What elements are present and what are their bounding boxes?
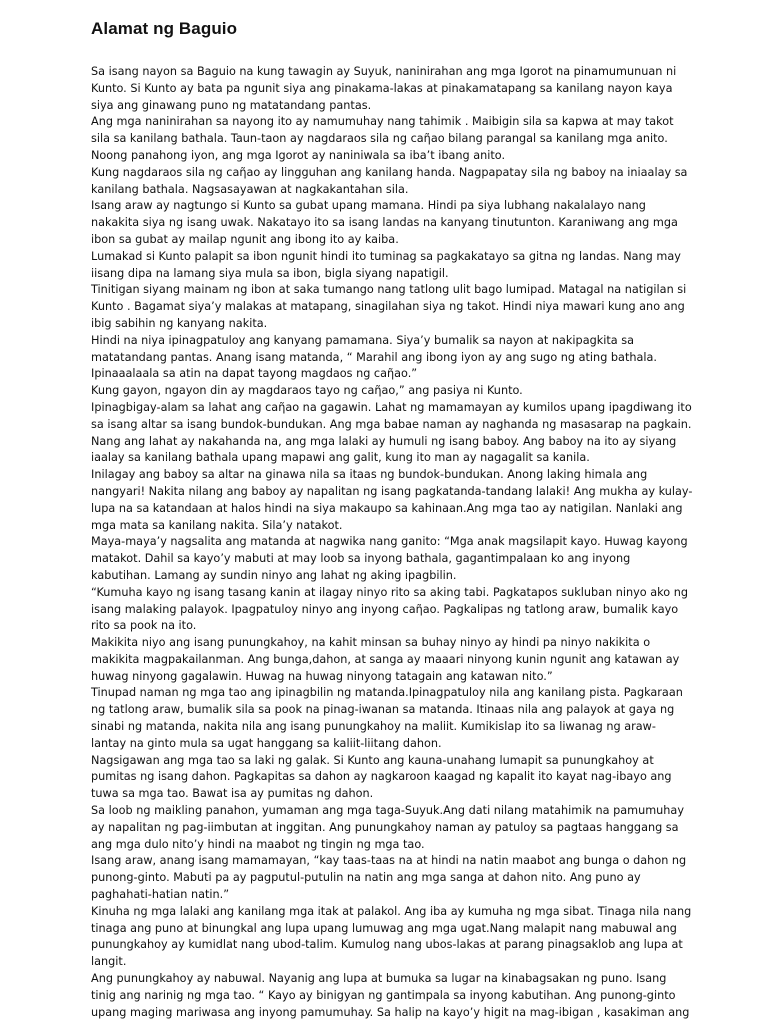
text-line: upang maging mariwasa ang inyong pamumuhay. Sa halip na kayo’y higit na mag-ibigan , kasakiman ang [91, 1005, 690, 1019]
text-line: punong-ginto. Mabuti pa ay pagputul-putulin na natin ang mga sanga at dahon nito. Ang puno ay [91, 871, 641, 885]
text-line: Kinuha ng mga lalaki ang kanilang mga itak at palakol. Ang iba ay kumuha ng mga sibat. Tinaga nila nang [91, 904, 692, 918]
text-line: ang mga dulo nito’y hindi na maabot ng tingin ng mga tao. [91, 837, 425, 851]
text-line: ibig sabihin ng kanyang nakita. [91, 316, 268, 330]
text-line: Lumakad si Kunto palapit sa ibon ngunit hindi ito tuminag sa pagkakatayo sa gitna ng landas. Nang may [91, 249, 681, 263]
text-line: sinabi ng matanda, nakita nila ang isang punungkahoy na maliit. Kumikislap ito sa liwanag ng araw- [91, 720, 656, 734]
document-title: Alamat ng Baguio [91, 19, 238, 38]
text-line: ay napalitan ng pag-iimbutan at inggitan. Ang punungkahoy naman ay patuloy sa pagtaas hanggang sa [91, 820, 679, 834]
text-line: kabutihan. Lamang ay sundin ninyo ang lahat ng aking ipagbilin. [91, 568, 457, 582]
text-line: Sa loob ng maikling panahon, yumaman ang mga taga-Suyuk.Ang dati nilang matahimik na pamumuhay [91, 804, 684, 818]
text-line: pumitas ng isang dahon. Pagkapitas sa dahon ay nagkaroon kaagad ng kapalit ito kayat nag-ibayo ang [91, 770, 672, 784]
story-body [91, 64, 691, 1021]
text-line: siya ang ginawang puno ng matatandang pantas. [91, 98, 372, 112]
text-line: lupa na sa katandaan at halos hindi na siya makaupo sa kahinaan.Ang mga tao ay natigilan. Nanlaki ang [91, 501, 683, 515]
text-line: iisang dipa na lamang siya mula sa ibon, bigla siyang napatigil. [91, 266, 449, 280]
text-line: punungkahoy ay kumidlat nang ubod-talim. Kumulog nang ubos-lakas at parang pinagsaklob ang lupa at [91, 938, 683, 952]
text-line: “Kumuha kayo ng isang tasang kanin at ilagay ninyo rito sa aking tabi. Pagkatapos sukluban ninyo ako ng [91, 585, 688, 599]
text-line: Isang araw ay nagtungo si Kunto sa gubat upang mamana. Hindi pa siya lubhang nakalalayo nang [91, 199, 646, 213]
text-line: Ang punungkahoy ay nabuwal. Nayanig ang lupa at bumuka sa lugar na kinabagsakan ng puno. Isang [91, 972, 667, 986]
text-line: Kunto . Bagamat siya’y malakas at matapang, sinagilahan siya ng takot. Hindi niya mawari kung ano ang [91, 300, 685, 314]
text-line: Nagsigawan ang mga tao sa laki ng galak. Si Kunto ang kauna-unahang lumapit sa punungkahoy at [91, 753, 654, 767]
text-line: Inilagay ang baboy sa altar na ginawa nila sa itaas ng bundok-bundukan. Anong laking himala ang [91, 468, 648, 482]
text-line: Tinitigan siyang mainam ng ibon at saka tumango nang tatlong ulit bago lumipad. Matagal na natigilan si [91, 283, 687, 297]
text-line: iaalay sa kanilang bathala upang mapawi ang galit, kung ito man ay nagagalit sa kanila. [91, 451, 590, 465]
text-line: Ipinaaalaala sa atin na dapat tayong magdaos ng caῆao.” [91, 367, 418, 381]
text-line: Hindi na niya ipinagpatuloy ang kanyang pamamana. Siya’y bumalik sa nayon at nakipagkita sa [91, 333, 635, 347]
text-line: makikita magpakailanman. Ang bunga,dahon, at sanga ay maaari ninyong kunin ngunit ang katawan ay [91, 652, 680, 666]
text-line: Isang araw, anang isang mamamayan, “kay taas-taas na at hindi na natin maabot ang bunga o dahon ng [91, 854, 687, 868]
text-line: matakot. Dahil sa kayo’y mabuti at may loob sa inyong bathala, gagantimpalaan ko ang inyong [91, 552, 631, 566]
text-line: Noong panahong iyon, ang mga Igorot ay naniniwala sa iba’t ibang anito. [91, 148, 506, 162]
text-line: huwag ninyong gagalawin. Huwag na huwag ninyong tatagain ang katawan nito.” [91, 669, 553, 683]
text-line: Ipinagbigay-alam sa lahat ang caῆao na gagawin. Lahat ng mamamayan ay kumilos upang ipagdiwang ito [91, 400, 692, 414]
text-line: tuwa sa mga tao. Bawat isa ay pumitas ng dahon. [91, 787, 374, 801]
text-line: Sa isang nayon sa Baguio na kung tawagin ay Suyuk, naninirahan ang mga Igorot na pinamumunuan ni [91, 65, 677, 78]
text-line: langit. [91, 955, 127, 969]
text-line: nangyari! Nakita nilang ang baboy ay napalitan ng isang pagkatanda-tandang lalaki! Ang mukha ay kulay- [91, 484, 693, 498]
text-line: Tinupad naman ng mga tao ang ipinagbilin ng matanda.Ipinagpatuloy nila ang kanilang pista. Pagkaraan [91, 686, 683, 700]
text-line: ng tatlong araw, bumalik sila sa pook na pinag-iwanan sa matanda. Itinaas nila ang palayok at gaya ng [91, 703, 675, 717]
text-line: lantay na ginto mula sa ugat hanggang sa kaliit-liitang dahon. [91, 736, 442, 750]
text-line: tinig ang narinig ng mga tao. “ Kayo ay binigyan ng gantimpala sa inyong kabutihan. Ang punong-ginto [91, 988, 676, 1002]
text-line: isang malaking palayok. Ipagpatuloy ninyo ang inyong caῆao. Pagkalipas ng tatlong araw, bumalik kayo [91, 602, 679, 616]
text-line: Kunto. Si Kunto ay bata pa ngunit siya ang pinakama-lakas at pinakamatapang sa kanilang nayon kaya [91, 81, 673, 95]
text-line: Kung gayon, ngayon din ay magdaraos tayo ng caῆao,” ang pasiya ni Kunto. [91, 384, 523, 398]
text-line: Makikita niyo ang isang punungkahoy, na kahit minsan sa buhay ninyo ay hindi pa ninyo nakikita o [91, 636, 651, 650]
text-line: Ang mga naninirahan sa nayong ito ay namumuhay nang tahimik . Maibigin sila sa kapwa at may takot [91, 115, 674, 129]
text-line: tinaga ang puno at binungkal ang lupa upang lumuwag ang mga ugat.Nang malapit nang mabuwal ang [91, 921, 677, 935]
text-line: kanilang bathala. Nagsasayawan at nagkakantahan sila. [91, 182, 409, 196]
text-line: mga mata sa kanilang nakita. Sila’y natakot. [91, 518, 343, 532]
text-line: nakakita siya ng isang uwak. Nakatayo ito sa isang landas na kanyang tinutunton. Karaniwang ang mga [91, 216, 678, 230]
text-line: Maya-maya’y nagsalita ang matanda at nagwika nang ganito: “Mga anak magsilapit kayo. Huwag kayong [91, 535, 688, 549]
text-line: paghahati-hatian natin.” [91, 888, 230, 902]
text-line: rito sa pook na ito. [91, 619, 197, 633]
text-line: sa isang altar sa isang bundok-bundukan. Ang mga babae naman ay naghanda ng masasarap na pagkain. [91, 417, 692, 431]
text-line: sila sa kanilang bathala. Taun-taon ay nagdaraos sila ng caῆao bilang parangal sa kanilang mga anito. [91, 132, 668, 146]
text-line: Nang ang lahat ay nakahanda na, ang mga lalaki ay humuli ng isang baboy. Ang baboy na ito ay siyang [91, 434, 677, 448]
text-line: ibon sa gubat ay mailap ngunit ang ibong ito ay kaiba. [91, 232, 399, 246]
text-line: Kung nagdaraos sila ng caῆao ay lingguhan ang kanilang handa. Nagpapatay sila ng baboy na iniaalay sa [91, 165, 688, 179]
text-line: matatandang pantas. Anang isang matanda, “ Marahil ang ibong iyon ay ang sugo ng ating bathala. [91, 350, 657, 364]
